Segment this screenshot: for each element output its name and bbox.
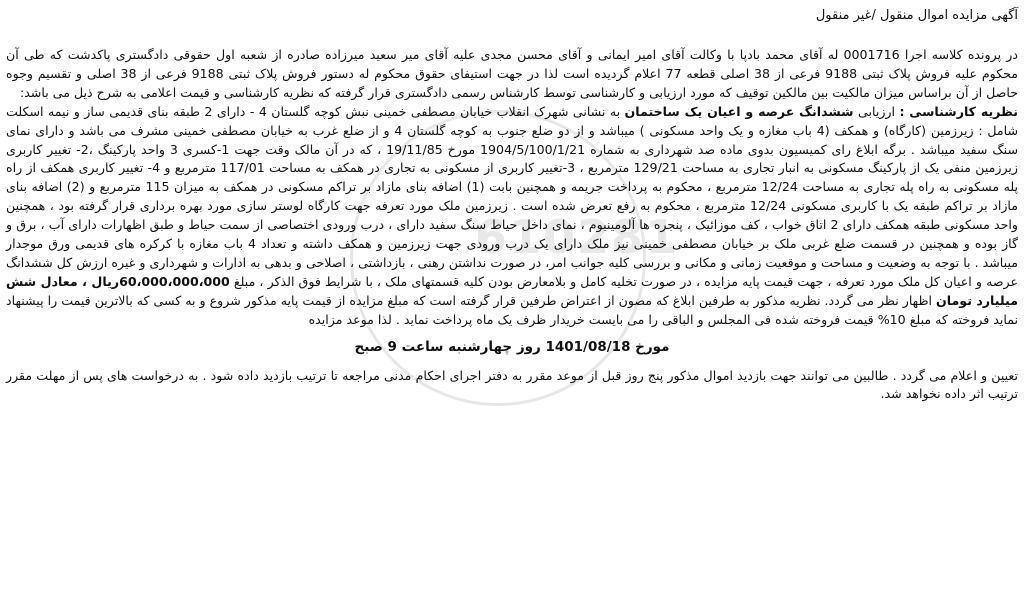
appraisal-text-3: اظهار نظر می گردد. نظریه مذکور به طرفین ابلاغ که مصون از اعتراض طرفین قرار گرفته است که مبلغ مزایده از قیمت پایه مذکور شروع و به کسی که بالاترین قیمت را پیشنهاد نماید فروخته که مبلغ 10% قیمت فروخته شده فی المجلس و الباقی را می بایست خریدار ظرف یک ماه پرداخت نماید . لذا موعد مزایده [6,292,1018,327]
notice-title: آگهی مزایده اموال منقول /غیر منقول [815,8,1018,23]
appraisal-text-1: ارزیابی [853,103,900,119]
appraisal-paragraph [6,103,1018,330]
base-price: 60،000،000،000ریال ، معادل شش میلیارد تومان [6,273,1018,308]
appraisal-label: نظریه کارشناسی : [899,103,1019,119]
watermark-text: 610281 [475,210,680,264]
auction-notice [6,6,1018,593]
appraisal-text-2: به نشانی شهرک انقلاب خیابان مصطفی خمینی نبش کوچه گلستان 4 - دارای 2 طبقه بنای قدیمی ساز و نیمه اسکلت شامل : زیرزمین (کارگاه) و همکف (4 باب مغازه و یک واحد مسکونی ) میباشد و از دو ضلع جنوب به کوچه گلستان 4 و از ضلع غرب به خیابان مصطفی خمینی مشرف می باشد و دارای نمای سنگ سفید میباشد . برگه ابلاغ رای کمیسیون بدوی ماده صد شهرداری به شماره 1904/5/100/1/21 مورخ 19/11/85 ، که در آن مالک وقت جهت 1-کسری 3 واحد پارکینگ ،2- تغییر کاربری زیرزمین منفی یک از پارکینگ مسکونی به انبار تجاری به مساحت 129/21 مترمربع ، 3-تغییر کاربری از مسکونی به تجاری در همکف به مساحت 117/01 مترمربع و 4- تغییر کاربری همکف از راه پله مسکونی به راه پله تجاری به مساحت 12/24 مترمربع ، محکوم به پرداخت جریمه و همچنین بابت (1) اضافه بنای مازاد بر تراکم مسکونی در همکف به میزان 115 مترمربع و (2) اضافه بنای مازاد بر تراکم طبقه یک با کاربری مسکونی 12/24 مترمربع ، محکوم به رفع تعرض شده است . زیرزمین ملک مورد تعرفه جهت کارگاه لوستر سازی مورد بهره برداری قرار گرفته بود ، همچنین واحد مسکونی طبقه همکف دارای 2 اتاق خواب ، کف موزائیک ، پنجره ها آلومینیوم ، نمای داخل حیاط سنگ سفید دارای ، درب ورودی اختصاصی از سمت حیاط و طبق اظهارات دارای آب ، برق و گاز بوده و همچنین در قسمت ضلع غربی ملک بر خیابان مصطفی خمینی نیز ملک دارای یک درب ورودی جهت زیرزمین و همکف داشته و تعداد 4 باب مغازه با کرکره های قدیمی ورق موجدار میباشد . با توجه به وضعیت و مساحت و موقعیت زمانی و مکانی و بررسی کلیه جوانب امر، در صورت نداشتن رهنی ، بازداشتی ، اصلاحی و بدهی به ادارات و شهرداری و غیره ارزش کل ششدانگ عرصه و اعیان کل ملک مورد تعرفه ، جهت قیمت پایه مزایده ، در صورت تخلیه کامل و بلامعارض بودن کلیه قسمتهای ملک ، با شرایط فوق الذکر ، مبلغ [6,103,1019,289]
auction-date: مورخ 1401/08/18 روز چهارشنبه ساعت 9 صبح [354,338,670,355]
appraisal-subject: ششدانگ عرصه و اعیان یک ساختمان [624,103,854,119]
intro-paragraph: در پرونده کلاسه اجرا 0001716 له آقای محمد بادپا با وکالت آقای امیر ایمانی و آقای محسن مجدی علیه آقای میر سعید میرزاده صادره از شعبه اول حقوقی دادگستری پاکدشت که طی آن محکوم علیه فروش پلاک ثبتی 9188 فرعی از 38 اصلی قطعه 77 اعلام گردیده است لذا در جهت استیفای حقوق محکوم له دستور فروش پلاک ثبتی 9188 فرعی از 38 اصلی و تقسیم وجوه حاصل از آن براساس میزان مالکیت بین مالکین توقیف که مورد ارزیابی و کارشناسی توسط کارشناس رسمی دادگستری قرار گرفته که نظریه کارشناسی و قیمت اعلامی به شرح ذیل می باشد: [6,47,1019,100]
closing-paragraph: تعیین و اعلام می گردد . طالبین می توانند جهت بازدید اموال مذکور پنج روز قبل از موعد مقرر به دفتر اجرای احکام مدنی مراجعه تا ترتیب بازدید داده شود . به درخواست های پس از مهلت مقرر ترتیب اثر داده نخواهد شد. [6,367,1018,402]
